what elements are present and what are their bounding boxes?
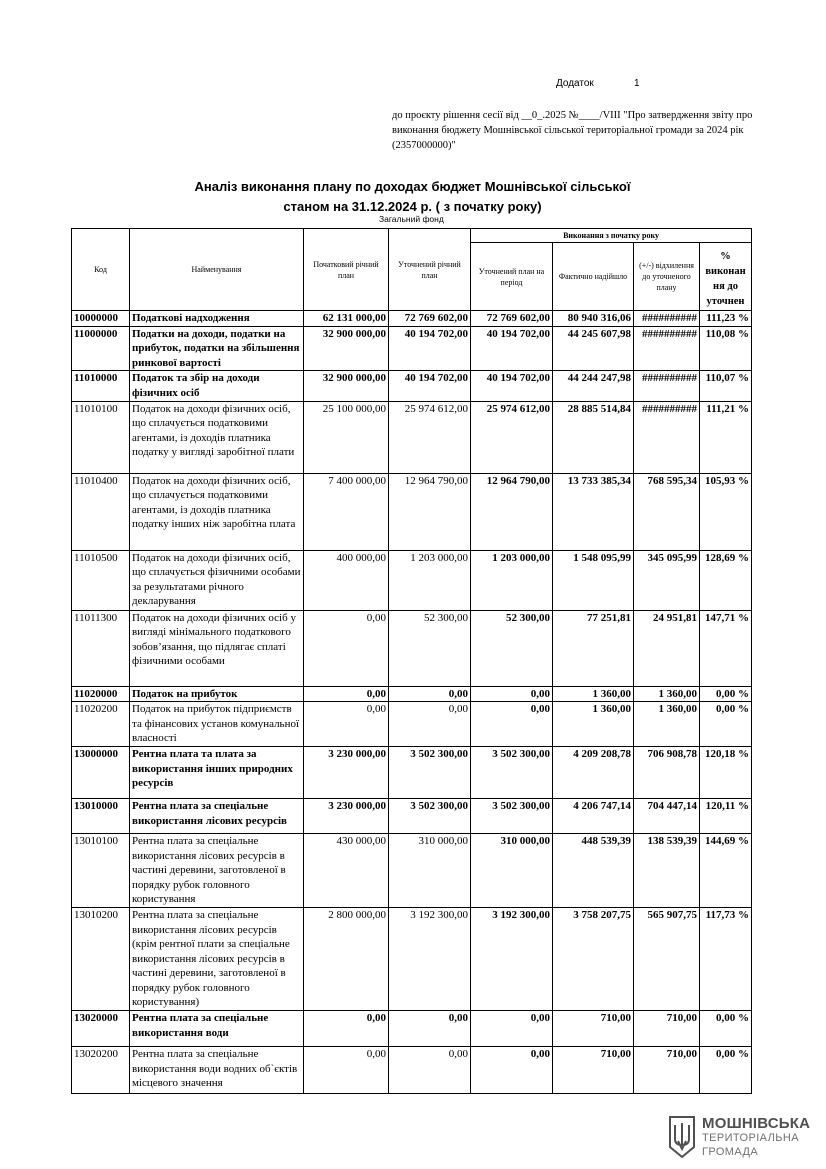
cell-period: 52 300,00 xyxy=(471,610,553,686)
cell-name: Податок на доходи фізичних осіб у вигляді мінімального податкового зобов’язання, що підлягає сплаті фізичними особами xyxy=(130,610,304,686)
addendum-label xyxy=(556,78,640,89)
cell-specified: 1 203 000,00 xyxy=(389,550,471,610)
cell-initial: 0,00 xyxy=(304,1047,389,1094)
cell-percent: 110,07 % xyxy=(700,371,752,401)
cell-period: 0,00 xyxy=(471,702,553,747)
logo-line-3: ГРОМАДА xyxy=(702,1146,759,1158)
cell-name: Рентна плата за спеціальне використання лісових ресурсів (крім рентної плати за спеціальне використання лісових ресурсів в частині деревини, заготовленої в порядку рубок головного користування) xyxy=(130,907,304,1010)
cell-percent: 0,00 % xyxy=(700,686,752,702)
cell-code: 11011300 xyxy=(72,610,130,686)
revenue-table xyxy=(71,228,752,1094)
cell-deviation: 706 908,78 xyxy=(634,746,700,798)
cell-actual: 448 539,39 xyxy=(553,833,634,907)
cell-period: 0,00 xyxy=(471,1011,553,1047)
cell-deviation: ########## xyxy=(634,401,700,473)
cell-period: 12 964 790,00 xyxy=(471,473,553,550)
cell-deviation: 345 095,99 xyxy=(634,550,700,610)
cell-code: 11010100 xyxy=(72,401,130,473)
cell-specified: 52 300,00 xyxy=(389,610,471,686)
cell-specified: 40 194 702,00 xyxy=(389,371,471,401)
cell-period: 3 502 300,00 xyxy=(471,746,553,798)
cell-period: 40 194 702,00 xyxy=(471,326,553,371)
fund-label: Загальний фонд xyxy=(379,214,444,224)
cell-actual: 13 733 385,34 xyxy=(553,473,634,550)
cell-actual: 77 251,81 xyxy=(553,610,634,686)
cell-code: 11020000 xyxy=(72,686,130,702)
cell-code: 11010000 xyxy=(72,371,130,401)
cell-initial: 0,00 xyxy=(304,1011,389,1047)
cell-actual: 3 758 207,75 xyxy=(553,907,634,1010)
cell-period: 40 194 702,00 xyxy=(471,371,553,401)
cell-specified: 0,00 xyxy=(389,702,471,747)
cell-name: Рентна плата за спеціальне використання води xyxy=(130,1011,304,1047)
cell-actual: 1 360,00 xyxy=(553,686,634,702)
table-row xyxy=(72,702,752,747)
cell-percent: 105,93 % xyxy=(700,473,752,550)
title-line-2: станом на 31.12.2024 р. ( з початку року) xyxy=(283,199,542,214)
cell-name: Податок на доходи фізичних осіб, що сплачується податковими агентами, із доходів платника податку у вигляді заробітної плати xyxy=(130,401,304,473)
cell-initial: 32 900 000,00 xyxy=(304,326,389,371)
cell-specified: 0,00 xyxy=(389,686,471,702)
cell-code: 11020200 xyxy=(72,702,130,747)
cell-actual: 710,00 xyxy=(553,1011,634,1047)
cell-code: 11010400 xyxy=(72,473,130,550)
cell-initial: 3 230 000,00 xyxy=(304,798,389,833)
cell-percent: 147,71 % xyxy=(700,610,752,686)
cell-percent: 110,08 % xyxy=(700,326,752,371)
cell-period: 0,00 xyxy=(471,1047,553,1094)
cell-specified: 40 194 702,00 xyxy=(389,326,471,371)
cell-actual: 44 245 607,98 xyxy=(553,326,634,371)
logo-line-1: МОШНІВСЬКА xyxy=(702,1115,811,1132)
cell-period: 3 192 300,00 xyxy=(471,907,553,1010)
cell-deviation: ########## xyxy=(634,371,700,401)
cell-specified: 0,00 xyxy=(389,1047,471,1094)
community-logo xyxy=(668,1115,818,1161)
table-row xyxy=(72,798,752,833)
cell-percent: 120,18 % xyxy=(700,746,752,798)
header-actual: Фактично надійшло xyxy=(553,243,634,311)
table-row xyxy=(72,401,752,473)
cell-deviation: 138 539,39 xyxy=(634,833,700,907)
cell-name: Податки на доходи, податки на прибуток, податки на збільшення ринкової вартості xyxy=(130,326,304,371)
addendum-text: Додаток xyxy=(556,78,594,89)
cell-percent: 0,00 % xyxy=(700,702,752,747)
cell-specified: 12 964 790,00 xyxy=(389,473,471,550)
header-execution-group: Виконання з початку року xyxy=(471,229,752,243)
document-title xyxy=(150,177,675,217)
cell-specified: 3 502 300,00 xyxy=(389,798,471,833)
cell-name: Рентна плата та плата за використання інших природних ресурсів xyxy=(130,746,304,798)
cell-period: 3 502 300,00 xyxy=(471,798,553,833)
cell-initial: 25 100 000,00 xyxy=(304,401,389,473)
cell-deviation: 24 951,81 xyxy=(634,610,700,686)
cell-code: 13010200 xyxy=(72,907,130,1010)
table-row xyxy=(72,1047,752,1094)
table-row xyxy=(72,326,752,371)
cell-initial: 2 800 000,00 xyxy=(304,907,389,1010)
cell-specified: 72 769 602,00 xyxy=(389,311,471,327)
header-name: Найменування xyxy=(130,229,304,311)
cell-initial: 62 131 000,00 xyxy=(304,311,389,327)
table-row xyxy=(72,746,752,798)
cell-percent: 0,00 % xyxy=(700,1047,752,1094)
draft-decision-note: до проєкту рішення сесії від __0_.2025 №____/VIII "Про затвердження звіту про виконання бюджету Мошнівської сільської територіальної громади за 2024 рік (2357000000)" xyxy=(392,110,753,151)
cell-deviation: 1 360,00 xyxy=(634,702,700,747)
header-specified-plan: Уточнений річний план xyxy=(389,229,471,311)
header-period-plan: Уточнений план на період xyxy=(471,243,553,311)
cell-initial: 7 400 000,00 xyxy=(304,473,389,550)
cell-name: Податок на доходи фізичних осіб, що сплачується податковими агентами, із доходів платника податку інших ніж заробітна плата xyxy=(130,473,304,550)
cell-initial: 400 000,00 xyxy=(304,550,389,610)
cell-code: 13000000 xyxy=(72,746,130,798)
cell-name: Податок та збір на доходи фізичних осіб xyxy=(130,371,304,401)
table-row xyxy=(72,907,752,1010)
cell-actual: 4 206 747,14 xyxy=(553,798,634,833)
cell-code: 11010500 xyxy=(72,550,130,610)
cell-deviation: 710,00 xyxy=(634,1047,700,1094)
cell-percent: 111,21 % xyxy=(700,401,752,473)
cell-name: Рентна плата за спеціальне використання води водних об`єктів місцевого значення xyxy=(130,1047,304,1094)
cell-specified: 3 192 300,00 xyxy=(389,907,471,1010)
cell-percent: 128,69 % xyxy=(700,550,752,610)
cell-actual: 28 885 514,84 xyxy=(553,401,634,473)
cell-name: Рентна плата за спеціальне використання лісових ресурсів xyxy=(130,798,304,833)
header-percent: % виконан ня до уточнен xyxy=(700,243,752,311)
cell-name: Податок на прибуток підприємств та фінансових установ комунальної власності xyxy=(130,702,304,747)
cell-name: Податок на прибуток xyxy=(130,686,304,702)
table-row xyxy=(72,686,752,702)
table-row xyxy=(72,371,752,401)
cell-code: 13020000 xyxy=(72,1011,130,1047)
table-row xyxy=(72,833,752,907)
cell-percent: 0,00 % xyxy=(700,1011,752,1047)
cell-percent: 144,69 % xyxy=(700,833,752,907)
table-row xyxy=(72,610,752,686)
logo-line-2: ТЕРИТОРІАЛЬНА xyxy=(702,1132,799,1144)
header-deviation: (+/-) відхилення до уточненого плану xyxy=(634,243,700,311)
cell-actual: 710,00 xyxy=(553,1047,634,1094)
cell-specified: 3 502 300,00 xyxy=(389,746,471,798)
cell-specified: 25 974 612,00 xyxy=(389,401,471,473)
cell-specified: 310 000,00 xyxy=(389,833,471,907)
header-code: Код xyxy=(72,229,130,311)
table-row xyxy=(72,1011,752,1047)
cell-period: 1 203 000,00 xyxy=(471,550,553,610)
cell-name: Рентна плата за спеціальне використання лісових ресурсів в частині деревини, заготовленої в порядку рубок головного користування xyxy=(130,833,304,907)
cell-initial: 32 900 000,00 xyxy=(304,371,389,401)
table-row xyxy=(72,473,752,550)
cell-name: Податкові надходження xyxy=(130,311,304,327)
cell-initial: 430 000,00 xyxy=(304,833,389,907)
cell-period: 0,00 xyxy=(471,686,553,702)
cell-specified: 0,00 xyxy=(389,1011,471,1047)
cell-percent: 111,23 % xyxy=(700,311,752,327)
cell-initial: 3 230 000,00 xyxy=(304,746,389,798)
cell-deviation: 1 360,00 xyxy=(634,686,700,702)
cell-percent: 120,11 % xyxy=(700,798,752,833)
cell-code: 11000000 xyxy=(72,326,130,371)
header-initial-plan: Початковий річний план xyxy=(304,229,389,311)
cell-actual: 80 940 316,06 xyxy=(553,311,634,327)
cell-period: 310 000,00 xyxy=(471,833,553,907)
trident-emblem-icon xyxy=(668,1115,696,1159)
cell-actual: 44 244 247,98 xyxy=(553,371,634,401)
cell-deviation: 710,00 xyxy=(634,1011,700,1047)
table-row xyxy=(72,311,752,327)
cell-code: 10000000 xyxy=(72,311,130,327)
cell-actual: 1 548 095,99 xyxy=(553,550,634,610)
cell-initial: 0,00 xyxy=(304,686,389,702)
cell-deviation: 768 595,34 xyxy=(634,473,700,550)
cell-actual: 1 360,00 xyxy=(553,702,634,747)
cell-code: 13020200 xyxy=(72,1047,130,1094)
cell-percent: 117,73 % xyxy=(700,907,752,1010)
cell-deviation: 704 447,14 xyxy=(634,798,700,833)
cell-code: 13010100 xyxy=(72,833,130,907)
cell-initial: 0,00 xyxy=(304,702,389,747)
cell-deviation: ########## xyxy=(634,311,700,327)
cell-deviation: 565 907,75 xyxy=(634,907,700,1010)
cell-actual: 4 209 208,78 xyxy=(553,746,634,798)
cell-initial: 0,00 xyxy=(304,610,389,686)
title-line-1: Аналіз виконання плану по доходах бюджет Мошнівської сільської xyxy=(194,179,631,194)
cell-period: 25 974 612,00 xyxy=(471,401,553,473)
addendum-number: 1 xyxy=(634,78,640,89)
table-row xyxy=(72,550,752,610)
cell-code: 13010000 xyxy=(72,798,130,833)
cell-deviation: ########## xyxy=(634,326,700,371)
cell-period: 72 769 602,00 xyxy=(471,311,553,327)
cell-name: Податок на доходи фізичних осіб, що сплачується фізичними особами за результатами річного декларування xyxy=(130,550,304,610)
